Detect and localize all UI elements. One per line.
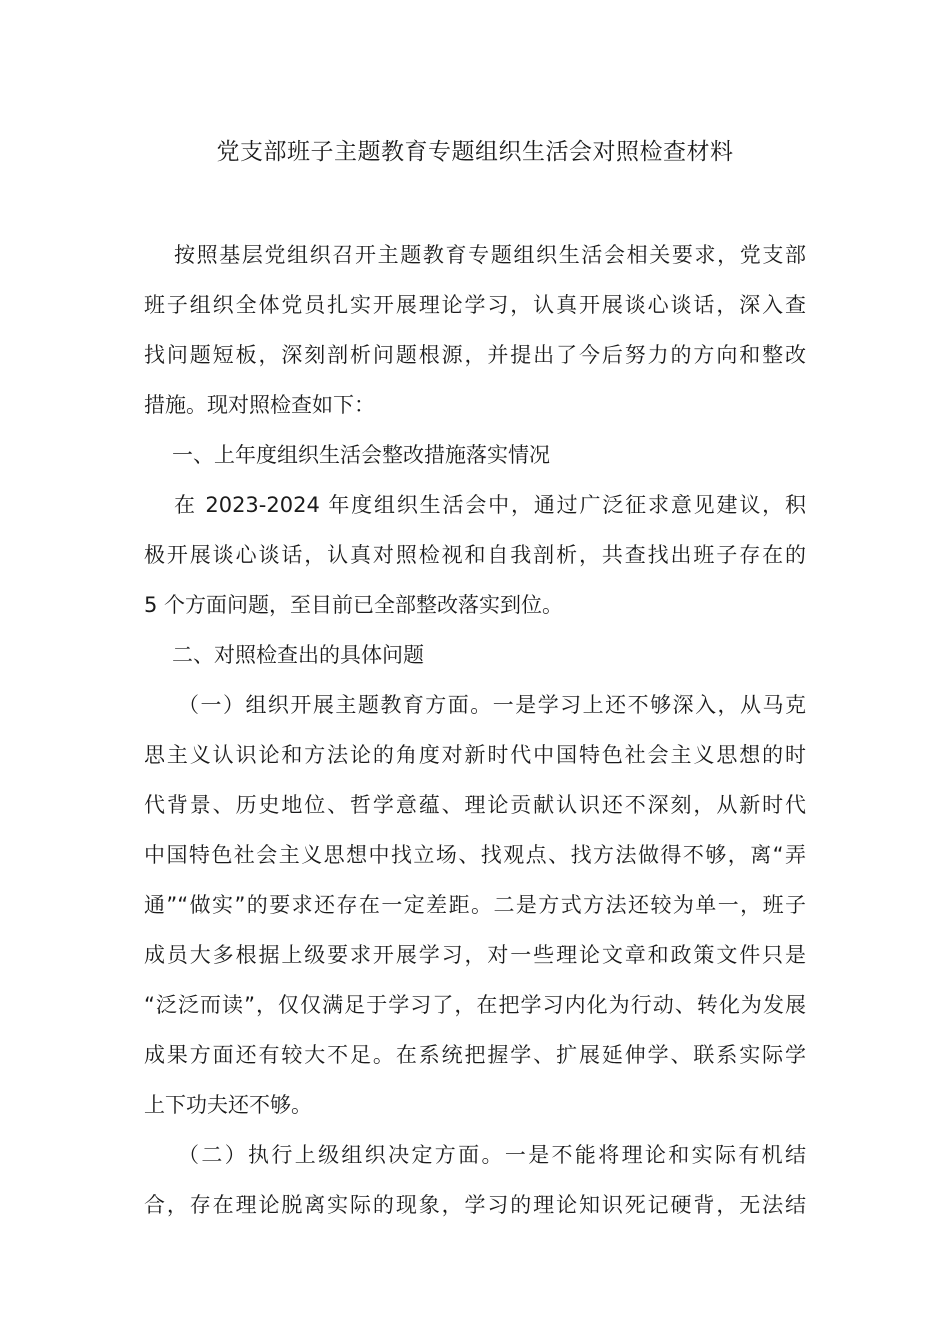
document-title: 党支部班子主题教育专题组织生活会对照检查材料 bbox=[216, 139, 734, 165]
paragraph-line: 在 2023-2024 年度组织生活会中，通过广泛征求意见建议，积 bbox=[174, 493, 806, 517]
paragraph-line: 找问题短板，深刻剖析问题根源，并提出了今后努力的方向和整改 bbox=[144, 343, 806, 367]
paragraph-line: 按照基层党组织召开主题教育专题组织生活会相关要求，党支部 bbox=[174, 243, 806, 267]
section-heading: 二、对照检查出的具体问题 bbox=[172, 643, 424, 667]
paragraph-line: 代背景、历史地位、哲学意蕴、理论贡献认识还不深刻，从新时代 bbox=[144, 793, 806, 817]
paragraph-line: 班子组织全体党员扎实开展理论学习，认真开展谈心谈话，深入查 bbox=[144, 293, 806, 317]
paragraph-line: “泛泛而读”，仅仅满足于学习了，在把学习内化为行动、转化为发展 bbox=[144, 993, 806, 1017]
paragraph-line: 思主义认识论和方法论的角度对新时代中国特色社会主义思想的时 bbox=[144, 743, 806, 767]
paragraph-line: 5 个方面问题，至目前已全部整改落实到位。 bbox=[144, 593, 564, 617]
section-heading: 一、上年度组织生活会整改措施落实情况 bbox=[172, 443, 550, 467]
paragraph-line: 成员大多根据上级要求开展学习，对一些理论文章和政策文件只是 bbox=[144, 943, 806, 967]
paragraph-line: 合，存在理论脱离实际的现象，学习的理论知识死记硬背，无法结 bbox=[144, 1193, 806, 1217]
paragraph-line: （二）执行上级组织决定方面。一是不能将理论和实际有机结 bbox=[178, 1143, 806, 1167]
paragraph-line: 通”“做实”的要求还存在一定差距。二是方式方法还较为单一，班子 bbox=[144, 893, 806, 917]
paragraph-line: 中国特色社会主义思想中找立场、找观点、找方法做得不够，离“弄 bbox=[144, 843, 806, 867]
paragraph-line: 极开展谈心谈话，认真对照检视和自我剖析，共查找出班子存在的 bbox=[144, 543, 806, 567]
paragraph-line: （一）组织开展主题教育方面。一是学习上还不够深入，从马克 bbox=[178, 693, 806, 717]
paragraph-line: 措施。现对照检查如下： bbox=[144, 393, 375, 417]
paragraph-line: 上下功夫还不够。 bbox=[144, 1093, 312, 1117]
paragraph-line: 成果方面还有较大不足。在系统把握学、扩展延伸学、联系实际学 bbox=[144, 1043, 806, 1067]
document-body bbox=[144, 230, 806, 1230]
